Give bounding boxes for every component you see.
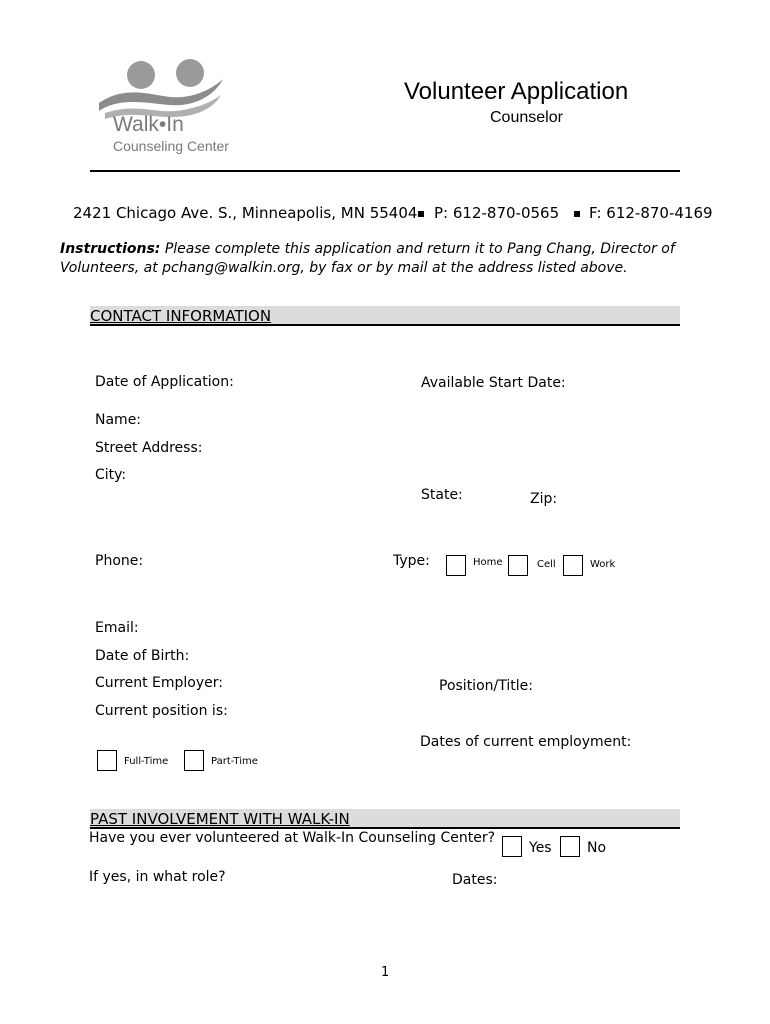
type-work-checkbox[interactable] <box>563 555 583 576</box>
full-time-checkbox[interactable] <box>97 750 117 771</box>
type-cell-checkbox[interactable] <box>508 555 528 576</box>
type-work-label: Work <box>590 559 616 570</box>
current-position-label: Current position is: <box>95 703 228 719</box>
no-checkbox[interactable] <box>560 836 580 857</box>
instructions-text: Please complete this application and return it to Pang Chang, Director of Volunteers, at pchang@walkin.org, by fax or by mail at the address listed above. <box>60 241 675 276</box>
part-time-checkbox[interactable] <box>184 750 204 771</box>
date-of-birth-label: Date of Birth: <box>95 648 190 664</box>
current-employer-label: Current Employer: <box>95 675 223 691</box>
full-time-label: Full-Time <box>124 756 169 767</box>
available-start-date-label: Available Start Date: <box>421 375 566 391</box>
contact-section-header <box>90 306 680 326</box>
no-label: No <box>587 840 607 856</box>
contact-heading: CONTACT INFORMATION <box>90 307 272 325</box>
bullet-icon <box>418 211 424 217</box>
type-cell-label: Cell <box>537 559 556 570</box>
position-title-label: Position/Title: <box>439 678 533 694</box>
volunteered-before-question: Have you ever volunteered at Walk-In Counseling Center? <box>89 830 496 846</box>
type-home-checkbox[interactable] <box>446 555 466 576</box>
type-home-label: Home <box>473 557 503 568</box>
role-label: If yes, in what role? <box>89 869 226 885</box>
name-label: Name: <box>95 412 142 428</box>
dates-current-employment-label: Dates of current employment: <box>420 734 632 750</box>
phone-type-label: Type: <box>393 553 430 569</box>
address-street: 2421 Chicago Ave. S., Minneapolis, MN 55404 <box>73 204 418 222</box>
page-title: Volunteer Application <box>404 78 629 105</box>
header-divider <box>90 170 680 172</box>
walk-in-logo <box>95 55 245 163</box>
instructions-label: Instructions: <box>60 241 161 257</box>
zip-label: Zip: <box>530 491 558 507</box>
bullet-icon <box>574 211 580 217</box>
address-fax: F: 612-870-4169 <box>589 204 713 222</box>
address-phone: P: 612-870-0565 <box>434 204 560 222</box>
state-label: State: <box>421 487 463 503</box>
instructions <box>60 240 700 278</box>
email-label: Email: <box>95 620 139 636</box>
dates-label: Dates: <box>452 872 498 888</box>
past-involvement-section-header <box>90 809 680 829</box>
date-of-application-label: Date of Application: <box>95 374 234 390</box>
page-subtitle: Counselor <box>490 109 563 126</box>
street-address-label: Street Address: <box>95 440 203 456</box>
city-label: City: <box>95 467 127 483</box>
page-number: 1 <box>381 965 390 980</box>
yes-label: Yes <box>529 840 552 856</box>
logo-text-walkin: Walk•In <box>113 113 184 136</box>
yes-checkbox[interactable] <box>502 836 522 857</box>
phone-label: Phone: <box>95 553 144 569</box>
past-involvement-heading: PAST INVOLVEMENT WITH WALK-IN <box>90 810 350 828</box>
part-time-label: Part-Time <box>211 756 258 767</box>
logo-text-center: Counseling Center <box>113 138 229 154</box>
